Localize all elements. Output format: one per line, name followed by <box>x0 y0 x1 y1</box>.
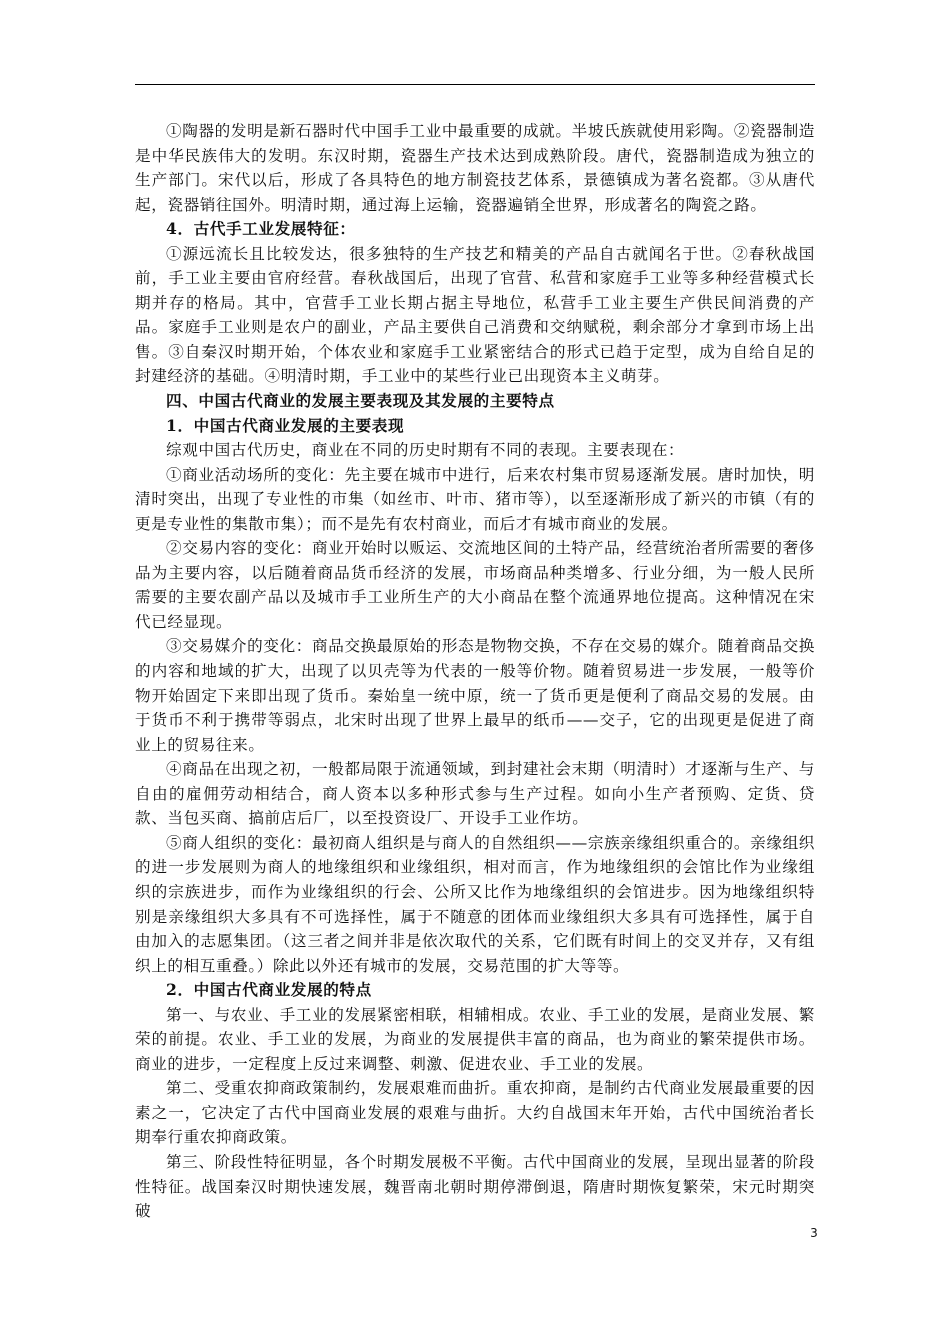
subheading-commerce-features: 2．中国古代商业发展的特点 <box>166 980 372 1000</box>
paragraph-feature-two: 第二、受重农抑商政策制约，发展艰难而曲折。重农抑商，是制约古代商业发展最重要的因素之一，它决定了古代中国商业发展的艰难与曲折。大约自战国末年开始，古代中国统治者长期奉行重农抑商政策。 <box>135 1079 815 1147</box>
paragraph-feature-three: 第三、阶段性特征明显，各个时期发展极不平衡。古代中国商业的发展，呈现出显著的阶段性特征。战国秦汉时期快速发展，魏晋南北朝时期停滞倒退，隋唐时期恢复繁荣，宋元时期突破 <box>135 1152 815 1221</box>
document-body <box>135 119 815 1224</box>
section-heading-commerce: 四、中国古代商业的发展主要表现及其发展的主要特点 <box>166 391 555 411</box>
paragraph-ceramics: ①陶器的发明是新石器时代中国手工业中最重要的成就。半坡氏族就使用彩陶。②瓷器制造是中华民族伟大的发明。东汉时期，瓷器生产技术达到成熟阶段。唐代，瓷器制造成为独立的生产部门。宋代以后，形成了各具特色的地方制瓷技艺体系，景德镇成为著名瓷都。③从唐代起，瓷器销往国外。明清时期，通过海上运输，瓷器遍销全世界，形成著名的陶瓷之路。 <box>135 122 815 214</box>
heading-handicraft-features: 4．古代手工业发展特征： <box>166 219 356 239</box>
subheading-commerce-expressions: 1．中国古代商业发展的主要表现 <box>166 415 405 435</box>
paragraph-commerce-content: ②交易内容的变化：商业开始时以贩运、交流地区间的土特产品，经营统治者所需要的奢侈品为主要内容，以后随着商品货币经济的发展，市场商品种类增多、行业分细，为一般人民所需要的主要农副产品以及城市手工业所生产的大小商品在整个流通界地位提高。这种情况在宋代已经显现。 <box>135 539 815 631</box>
paragraph-commerce-production: ④商品在出现之初，一般都局限于流通领域，到封建社会末期（明清时）才逐渐与生产、与自由的雇佣劳动相结合，商人资本以多种形式参与生产过程。如向小生产者预购、定货、贷款、当包买商、搞前店后厂，以至投资设厂、开设手工业作坊。 <box>135 760 815 828</box>
header-rule <box>135 84 815 85</box>
paragraph-merchant-organization: ⑤商人组织的变化：最初商人组织是与商人的自然组织——宗族亲缘组织重合的。亲缘组织的进一步发展则为商人的地缘组织和业缘组织，相对而言，作为地缘组织的会馆比作为业缘组织的宗族进步，而作为业缘组织的行会、公所又比作为地缘组织的会馆进步。因为地缘组织特别是亲缘组织大多具有不可选择性，属于不随意的团体而业缘组织大多具有可选择性，属于自由加入的志愿集团。（这三者之间并非是依次取代的关系，它们既有时间上的交叉并存，又有组织上的相互重叠。）除此以外还有城市的发展，交易范围的扩大等等。 <box>135 833 815 975</box>
paragraph-commerce-medium: ③交易媒介的变化：商品交换最原始的形态是物物交换，不存在交易的媒介。随着商品交换的内容和地域的扩大，出现了以贝壳等为代表的一般等价物。随着贸易进一步发展，一般等价物开始固定下来即出现了货币。秦始皇一统中原，统一了货币更是便利了商品交易的发展。由于货币不利于携带等弱点，北宋时出现了世界上最早的纸币——交子，它的出现更是促进了商业上的贸易往来。 <box>135 637 815 754</box>
paragraph-feature-one: 第一、与农业、手工业的发展紧密相联，相辅相成。农业、手工业的发展，是商业发展、繁荣的前提。农业、手工业的发展，为商业的发展提供丰富的商品，也为商业的繁荣提供市场。商业的进步，一定程度上反过来调整、刺激、促进农业、手工业的发展。 <box>135 1005 815 1073</box>
paragraph-commerce-venue: ①商业活动场所的变化：先主要在城市中进行，后来农村集市贸易逐渐发展。唐时加快，明清时突出，出现了专业性的市集（如丝市、叶市、猪市等），以至逐渐形成了新兴的市镇（有的更是专业性的集散市集）；而不是先有农村商业，而后才有城市商业的发展。 <box>135 465 815 533</box>
paragraph-handicraft-features: ①源远流长且比较发达，很多独特的生产技艺和精美的产品自古就闻名于世。②春秋战国前，手工业主要由官府经营。春秋战国后，出现了官营、私营和家庭手工业等多种经营模式长期并存的格局。其中，官营手工业长期占据主导地位，私营手工业主要生产供民间消费的产品。家庭手工业则是农户的副业，产品主要供自己消费和交纳赋税，剩余部分才拿到市场上出售。③自秦汉时期开始，个体农业和家庭手工业紧密结合的形式已趋于定型，成为自给自足的封建经济的基础。④明清时期，手工业中的某些行业已出现资本主义萌芽。 <box>135 244 815 386</box>
paragraph-commerce-intro: 综观中国古代历史，商业在不同的历史时期有不同的表现。主要表现在： <box>166 441 685 460</box>
page-number: 3 <box>810 1226 818 1240</box>
